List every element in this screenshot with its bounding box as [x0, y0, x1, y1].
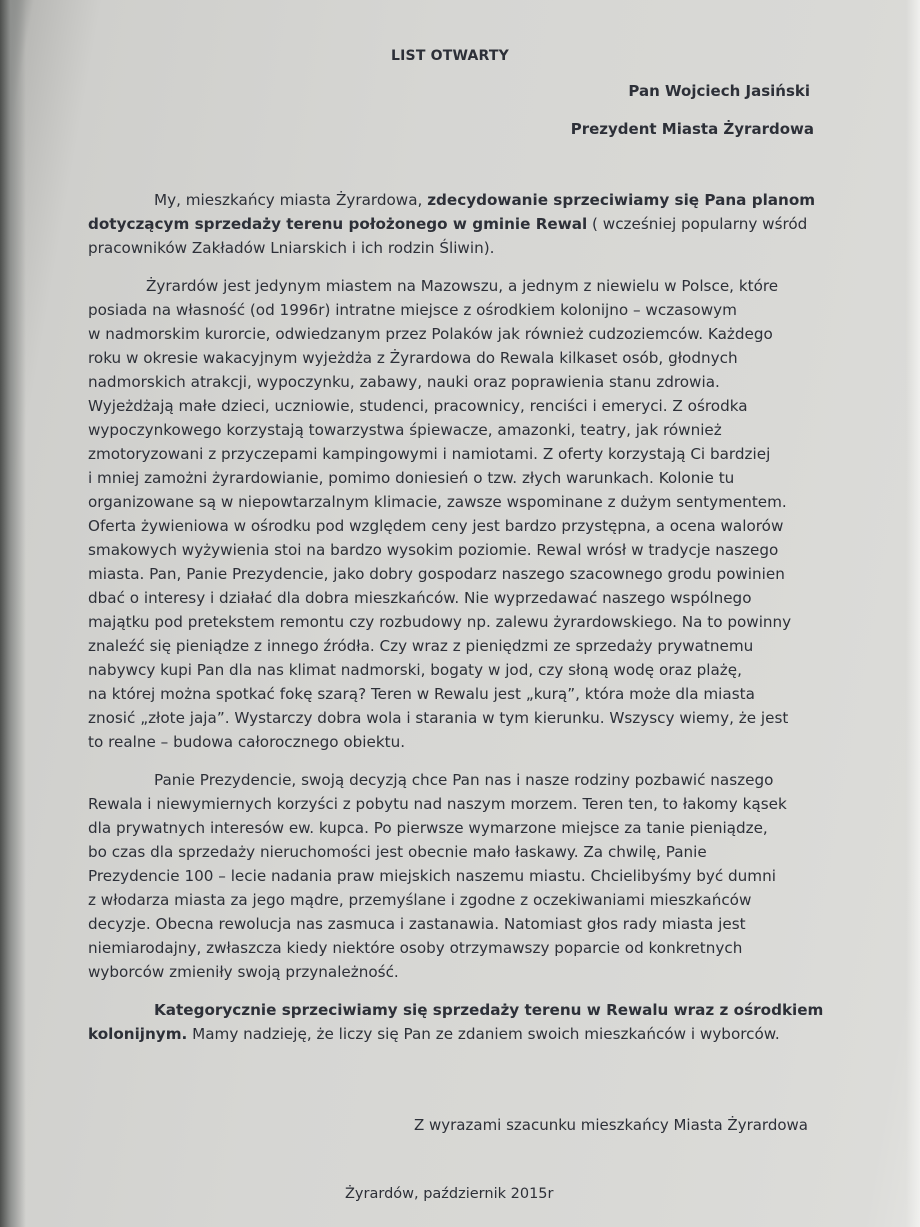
paragraph-2-line: nadmorskich atrakcji, wypoczynku, zabawy, nauki oraz poprawienia stanu zdrowia. [88, 373, 720, 391]
paragraph-3-line: Rewala i niewymiernych korzyści z pobytu nad naszym morzem. Teren ten, to łakomy kąsek [88, 795, 787, 813]
paragraph-2-line: miasta. Pan, Panie Prezydencie, jako dobry gospodarz naszego szacownego grodu powinien [88, 565, 785, 583]
paragraph-2-line: w nadmorskim kurorcie, odwiedzanym przez Polaków jak również cudzoziemców. Każdego [88, 325, 773, 343]
paragraph-2-line: Wyjeżdżają małe dzieci, uczniowie, studenci, pracownicy, renciści i emeryci. Z ośrodka [88, 397, 748, 415]
paragraph-2-line: Oferta żywieniowa w ośrodku pod względem ceny jest bardzo przystępna, a ocena walorów [88, 517, 784, 535]
paragraph-2-line: roku w okresie wakacyjnym wyjeżdża z Żyrardowa do Rewala kilkaset osób, głodnych [88, 349, 738, 367]
paragraph-1-line [88, 212, 808, 236]
paragraph-2-line: zmotoryzowani z przyczepami kampingowymi i namiotami. Z oferty korzystają Ci bardziej [88, 445, 771, 463]
paragraph-3-line: decyzje. Obecna rewolucja nas zasmuca i zastanawia. Natomiast głos rady miasta jest [88, 915, 746, 933]
letter-title: LIST OTWARTY [391, 48, 509, 64]
paragraph-2-line: smakowych wyżywienia stoi na bardzo wysokim poziomie. Rewal wrósł w tradycje naszego [88, 541, 779, 559]
text-span: My, mieszkańcy miasta Żyrardowa, [154, 191, 428, 209]
paragraph-2-line: to realne – budowa całorocznego obiektu. [88, 733, 406, 751]
closing-signature: Z wyrazami szacunku mieszkańcy Miasta Żyrardowa [413, 1116, 808, 1134]
paragraph-3-line: niemiarodajny, zwłaszcza kiedy niektóre osoby otrzymawszy poparcie od konkretnych [88, 939, 743, 957]
paragraph-3-line: Panie Prezydencie, swoją decyzją chce Pan nas i nasze rodziny pozbawić naszego [154, 771, 774, 789]
paragraph-2-line: posiada na własność (od 1996r) intratne miejsce z ośrodkiem kolonijno – wczasowym [88, 301, 737, 319]
addressee-name: Pan Wojciech Jasiński [628, 82, 810, 100]
bold-text-span: Kategorycznie sprzeciwiamy się sprzedaży terenu w Rewalu wraz z ośrodkiem [154, 1001, 824, 1019]
bold-text-span: dotyczącym sprzedaży terenu położonego w gminie Rewal [88, 215, 588, 233]
page-edge-shadow [0, 0, 26, 1227]
place-date: Żyrardów, październik 2015r [345, 1186, 554, 1202]
paragraph-3-line: dla prywatnych interesów ew. kupca. Po pierwsze wymarzone miejsce za tanie pieniądze, [88, 819, 768, 837]
paragraph-3-line: z włodarza miasta za jego mądre, przemyślane i zgodne z oczekiwaniami mieszkańców [88, 891, 752, 909]
paragraph-3-line: wyborców zmieniły swoją przynależność. [88, 963, 399, 981]
paragraph-2-line: na której można spotkać fokę szarą? Teren w Rewalu jest „kurą”, która może dla miasta [88, 685, 755, 703]
paragraph-gap [88, 754, 808, 768]
paragraph-3-line: Prezydencie 100 – lecie nadania praw miejskich naszemu miastu. Chcielibyśmy być dumni [88, 867, 776, 885]
paragraph-1-line [88, 188, 816, 212]
paragraph-1-line: pracowników Zakładów Lniarskich i ich rodzin Śliwin). [88, 239, 495, 257]
bold-text-span: zdecydowanie sprzeciwiamy się Pana planom [427, 191, 816, 209]
letter-body [88, 188, 824, 1046]
paragraph-2-line: i mniej zamożni żyrardowianie, pomimo doniesień o tzw. złych warunkach. Kolonie tu [88, 469, 735, 487]
text-span: ( wcześniej popularny wśród [587, 215, 808, 233]
paragraph-2-line: nabywcy kupi Pan dla nas klimat nadmorski, bogaty w jod, czy słoną wodę oraz plażę, [88, 661, 742, 679]
paragraph-2-line: organizowane są w niepowtarzalnym klimacie, zawsze wspominane z dużym sentymentem. [88, 493, 787, 511]
bold-text-span: kolonijnym. [88, 1025, 188, 1043]
paragraph-2-line: Żyrardów jest jedynym miastem na Mazowszu, a jednym z niewielu w Polsce, które [146, 277, 779, 295]
paragraph-4-line [88, 1022, 808, 1046]
addressee-position: Prezydent Miasta Żyrardowa [570, 120, 814, 138]
paragraph-2-line: znosić „złote jaja”. Wystarczy dobra wola i starania w tym kierunku. Wszyscy wiemy, że jest [88, 709, 789, 727]
paragraph-gap [88, 260, 808, 274]
paragraph-gap [88, 984, 808, 998]
paragraph-4-line [88, 998, 824, 1022]
paragraph-3-line: bo czas dla sprzedaży nieruchomości jest obecnie mało łaskawy. Za chwilę, Panie [88, 843, 707, 861]
paragraph-2-line: znaleźć się pieniądze z innego źródła. Czy wraz z pieniędzmi ze sprzedaży prywatnemu [88, 637, 754, 655]
paragraph-2-line: wypoczynkowego korzystają towarzystwa śpiewacze, amazonki, teatry, jak również [88, 421, 722, 439]
paragraph-2-line: majątku pod pretekstem remontu czy rozbudowy np. zalewu żyrardowskiego. Na to powinny [88, 613, 792, 631]
text-span: Mamy nadzieję, że liczy się Pan ze zdaniem swoich mieszkańców i wyborców. [187, 1025, 780, 1043]
paragraph-2-line: dbać o interesy i działać dla dobra mieszkańców. Nie wyprzedawać naszego wspólnego [88, 589, 752, 607]
page-edge-highlight [906, 0, 920, 1227]
